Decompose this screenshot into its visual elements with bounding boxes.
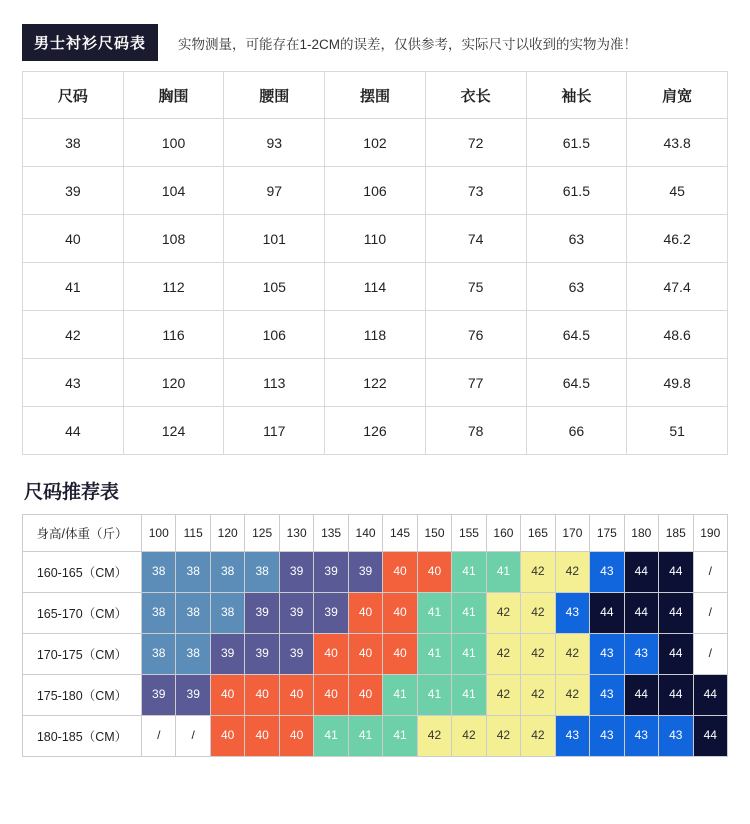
measure-cell: 122 (325, 359, 426, 407)
recommend-cell-value: 43 (669, 728, 683, 742)
recommend-cell (245, 634, 279, 675)
recommend-cell-value: 41 (358, 728, 373, 742)
size-table-body (23, 119, 728, 455)
table-row (23, 215, 728, 263)
recommend-cell-value: 42 (531, 646, 545, 660)
recommend-cell-value: 42 (531, 728, 545, 742)
recommend-cell (452, 634, 486, 675)
recommend-cell-value: 40 (220, 687, 235, 701)
recommend-cell-value: 44 (600, 605, 614, 619)
recommend-cell-value: 38 (186, 646, 200, 660)
recommend-cell-value: 39 (220, 646, 235, 660)
recommend-cell (314, 552, 348, 593)
recommend-cell-value: 43 (600, 646, 614, 660)
size-table-col-header: 肩宽 (627, 72, 728, 119)
recommend-cell-value: 42 (427, 728, 442, 742)
measure-cell: 46.2 (627, 215, 728, 263)
table-row (23, 552, 728, 593)
recommend-cell (417, 552, 451, 593)
recommend-cell-value: / (708, 605, 712, 619)
recommend-cell-value: 40 (324, 687, 338, 701)
height-row-header: 165-170（CM） (23, 593, 142, 634)
size-code-cell: 41 (23, 263, 124, 311)
measure-cell: 66 (526, 407, 627, 455)
measure-cell: 105 (224, 263, 325, 311)
recommend-cell (142, 716, 176, 757)
measure-cell: 100 (123, 119, 224, 167)
measure-cell: 63 (526, 263, 627, 311)
recommend-cell-value: 41 (324, 728, 338, 742)
recommend-cell-value: 40 (393, 564, 407, 578)
recommend-cell-value: 40 (358, 605, 373, 619)
recommend-cell (176, 552, 210, 593)
recommend-cell-value: 41 (462, 564, 476, 578)
measure-cell: 126 (325, 407, 426, 455)
recommend-cell-value: 41 (427, 646, 442, 660)
recommend-cell (624, 593, 658, 634)
weight-col-header: 120 (210, 515, 244, 552)
weight-col-header: 135 (314, 515, 348, 552)
recommend-cell (624, 634, 658, 675)
measure-cell: 113 (224, 359, 325, 407)
recommend-title: 尺码推荐表 (24, 482, 120, 503)
table-row (23, 716, 728, 757)
recommend-cell-value: 43 (565, 728, 580, 742)
recommend-cell-value: 43 (634, 646, 648, 660)
table-row (23, 407, 728, 455)
recommend-cell (452, 675, 486, 716)
weight-col-header: 160 (486, 515, 520, 552)
recommend-header-row (23, 515, 728, 552)
weight-col-header: 170 (555, 515, 589, 552)
recommend-cell-value: 43 (600, 687, 614, 701)
measure-cell: 63 (526, 215, 627, 263)
recommend-cell (659, 634, 693, 675)
recommend-cell (245, 675, 279, 716)
recommend-cell-value: 38 (186, 564, 200, 578)
recommend-cell-value: 39 (324, 564, 338, 578)
recommend-cell (693, 634, 728, 675)
recommend-cell (659, 675, 693, 716)
recommend-cell (486, 634, 520, 675)
weight-col-header: 190 (693, 515, 728, 552)
size-table-col-header: 尺码 (23, 72, 124, 119)
recommend-cell (279, 716, 313, 757)
recommend-cell (452, 552, 486, 593)
table-row (23, 167, 728, 215)
size-code-cell: 43 (23, 359, 124, 407)
recommend-cell-value: 42 (496, 728, 511, 742)
recommend-cell (555, 716, 589, 757)
recommend-cell-value: 41 (462, 687, 476, 701)
weight-col-header: 125 (245, 515, 279, 552)
measure-cell: 108 (123, 215, 224, 263)
recommend-cell-value: 40 (220, 728, 235, 742)
measure-cell: 61.5 (526, 119, 627, 167)
recommend-cell-value: 41 (462, 605, 476, 619)
measure-cell: 93 (224, 119, 325, 167)
recommend-corner-label: 身高/体重（斤） (23, 515, 142, 552)
recommend-cell (176, 675, 210, 716)
recommend-table-body (23, 552, 728, 757)
recommend-cell-value: 42 (565, 687, 580, 701)
size-table-col-header: 腰围 (224, 72, 325, 119)
recommend-cell (279, 552, 313, 593)
measure-cell: 45 (627, 167, 728, 215)
recommend-cell-value: 42 (462, 728, 476, 742)
recommend-cell-value: 38 (152, 605, 166, 619)
weight-col-header: 100 (142, 515, 176, 552)
measure-cell: 74 (425, 215, 526, 263)
recommend-cell (521, 634, 555, 675)
recommend-cell-value: 42 (565, 564, 580, 578)
recommend-cell (590, 675, 624, 716)
recommend-cell-value: 43 (600, 564, 614, 578)
recommend-cell-value: / (191, 728, 195, 742)
recommend-cell (245, 716, 279, 757)
recommend-cell (348, 716, 382, 757)
measure-cell: 43.8 (627, 119, 728, 167)
recommend-cell-value: 40 (393, 646, 407, 660)
weight-col-header: 155 (452, 515, 486, 552)
recommend-cell-value: 39 (289, 564, 304, 578)
recommend-section (0, 514, 750, 757)
height-row-header: 160-165（CM） (23, 552, 142, 593)
size-table (22, 71, 728, 455)
recommend-cell (659, 552, 693, 593)
measure-cell: 76 (425, 311, 526, 359)
recommend-cell (383, 593, 417, 634)
recommend-cell (417, 675, 451, 716)
recommend-cell (279, 593, 313, 634)
measure-cell: 104 (123, 167, 224, 215)
recommend-cell (521, 675, 555, 716)
size-table-col-header: 袖长 (526, 72, 627, 119)
weight-col-header: 140 (348, 515, 382, 552)
recommend-cell (659, 716, 693, 757)
measure-cell: 47.4 (627, 263, 728, 311)
recommend-cell (279, 675, 313, 716)
table-row (23, 263, 728, 311)
measure-cell: 117 (224, 407, 325, 455)
recommend-cell-value: / (157, 728, 161, 742)
recommend-cell (383, 634, 417, 675)
size-code-cell: 38 (23, 119, 124, 167)
recommend-cell-value: 44 (669, 564, 683, 578)
recommend-cell (693, 675, 728, 716)
recommend-cell (348, 634, 382, 675)
recommend-cell-value: 40 (324, 646, 338, 660)
recommend-cell (693, 552, 728, 593)
recommend-cell-value: 38 (220, 605, 235, 619)
recommend-cell-value: 41 (427, 687, 442, 701)
recommend-cell-value: 41 (462, 646, 476, 660)
recommend-table (22, 514, 728, 757)
recommend-cell (314, 634, 348, 675)
weight-col-header: 145 (383, 515, 417, 552)
size-table-head (23, 72, 728, 119)
recommend-cell (210, 593, 244, 634)
size-code-cell: 44 (23, 407, 124, 455)
table-row (23, 675, 728, 716)
size-table-header-row (23, 72, 728, 119)
weight-col-header: 150 (417, 515, 451, 552)
recommend-cell (417, 634, 451, 675)
measure-cell: 110 (325, 215, 426, 263)
recommend-cell (486, 716, 520, 757)
size-code-cell: 40 (23, 215, 124, 263)
recommend-cell (555, 552, 589, 593)
recommend-cell (176, 634, 210, 675)
recommend-cell (590, 552, 624, 593)
weight-col-header: 165 (521, 515, 555, 552)
recommend-cell (521, 593, 555, 634)
recommend-cell (590, 716, 624, 757)
recommend-cell (142, 593, 176, 634)
table-row (23, 634, 728, 675)
recommend-cell (245, 593, 279, 634)
measure-cell: 118 (325, 311, 426, 359)
recommend-cell-value: 40 (255, 728, 269, 742)
recommend-cell (314, 675, 348, 716)
measure-cell: 106 (224, 311, 325, 359)
header-note: 实物测量，可能存在1-2CM的误差，仅供参考，实际尺寸以收到的实物为准！ (178, 36, 638, 52)
recommend-cell (624, 716, 658, 757)
measure-cell: 49.8 (627, 359, 728, 407)
recommend-cell-value: 41 (393, 687, 407, 701)
size-code-cell: 39 (23, 167, 124, 215)
recommend-cell (624, 552, 658, 593)
measure-cell: 106 (325, 167, 426, 215)
recommend-cell (521, 716, 555, 757)
recommend-cell (693, 716, 728, 757)
recommend-cell-value: 44 (634, 605, 648, 619)
recommend-cell-value: 42 (531, 564, 545, 578)
measure-cell: 72 (425, 119, 526, 167)
recommend-cell-value: 39 (289, 605, 304, 619)
recommend-cell (348, 675, 382, 716)
recommend-cell (555, 593, 589, 634)
recommend-cell-value: 39 (186, 687, 200, 701)
recommend-cell-value: 39 (289, 646, 304, 660)
recommend-cell-value: 40 (427, 564, 442, 578)
recommend-cell (486, 552, 520, 593)
recommend-cell-value: 40 (255, 687, 269, 701)
recommend-cell (555, 675, 589, 716)
recommend-cell (486, 593, 520, 634)
recommend-cell-value: 40 (393, 605, 407, 619)
recommend-cell (245, 552, 279, 593)
weight-col-header: 175 (590, 515, 624, 552)
recommend-cell (452, 716, 486, 757)
size-table-col-header: 衣长 (425, 72, 526, 119)
recommend-cell (176, 593, 210, 634)
size-table-section (0, 71, 750, 455)
measure-cell: 75 (425, 263, 526, 311)
recommend-cell (210, 675, 244, 716)
recommend-cell-value: 44 (669, 646, 683, 660)
recommend-cell (176, 716, 210, 757)
measure-cell: 64.5 (526, 311, 627, 359)
recommend-cell-value: / (708, 646, 712, 660)
recommend-cell (383, 716, 417, 757)
recommend-cell (210, 634, 244, 675)
recommend-cell (383, 552, 417, 593)
header-badge: 男士衬衫尺码表 (22, 24, 158, 61)
recommend-cell-value: 38 (255, 564, 269, 578)
measure-cell: 73 (425, 167, 526, 215)
height-row-header: 170-175（CM） (23, 634, 142, 675)
measure-cell: 114 (325, 263, 426, 311)
header (0, 0, 750, 71)
recommend-cell (210, 552, 244, 593)
recommend-cell-value: 39 (324, 605, 338, 619)
recommend-cell (590, 593, 624, 634)
measure-cell: 48.6 (627, 311, 728, 359)
table-row (23, 311, 728, 359)
table-row (23, 359, 728, 407)
recommend-cell-value: 38 (220, 564, 235, 578)
recommend-cell (555, 634, 589, 675)
recommend-cell (142, 552, 176, 593)
recommend-cell-value: 42 (496, 646, 511, 660)
measure-cell: 120 (123, 359, 224, 407)
measure-cell: 51 (627, 407, 728, 455)
measure-cell: 102 (325, 119, 426, 167)
measure-cell: 64.5 (526, 359, 627, 407)
recommend-cell-value: 43 (600, 728, 614, 742)
size-table-col-header: 胸围 (123, 72, 224, 119)
measure-cell: 77 (425, 359, 526, 407)
recommend-cell-value: 39 (255, 605, 269, 619)
recommend-cell-value: 44 (634, 564, 648, 578)
recommend-cell (417, 593, 451, 634)
recommend-cell (314, 716, 348, 757)
recommend-cell-value: 39 (255, 646, 269, 660)
height-row-header: 175-180（CM） (23, 675, 142, 716)
recommend-cell (590, 634, 624, 675)
recommend-cell (417, 716, 451, 757)
recommend-cell-value: 40 (358, 687, 373, 701)
recommend-cell-value: 42 (565, 646, 580, 660)
recommend-cell-value: 43 (634, 728, 648, 742)
recommend-cell-value: 39 (152, 687, 166, 701)
recommend-cell (142, 675, 176, 716)
recommend-cell-value: 38 (152, 646, 166, 660)
weight-col-header: 115 (176, 515, 210, 552)
recommend-cell-value: 41 (393, 728, 407, 742)
recommend-cell (624, 675, 658, 716)
table-row (23, 119, 728, 167)
recommend-cell (486, 675, 520, 716)
weight-col-header: 130 (279, 515, 313, 552)
recommend-cell (314, 593, 348, 634)
recommend-cell (452, 593, 486, 634)
recommend-cell (693, 593, 728, 634)
recommend-cell-value: 39 (358, 564, 373, 578)
table-row (23, 593, 728, 634)
measure-cell: 61.5 (526, 167, 627, 215)
recommend-cell-value: 40 (289, 687, 304, 701)
recommend-cell-value: 41 (427, 605, 442, 619)
recommend-cell-value: 42 (531, 605, 545, 619)
recommend-cell-value: / (708, 564, 712, 578)
measure-cell: 116 (123, 311, 224, 359)
recommend-cell (383, 675, 417, 716)
recommend-cell (279, 634, 313, 675)
recommend-cell-value: 44 (703, 687, 717, 701)
height-row-header: 180-185（CM） (23, 716, 142, 757)
recommend-table-head (23, 515, 728, 552)
recommend-cell-value: 41 (496, 564, 511, 578)
recommend-cell (659, 593, 693, 634)
recommend-cell-value: 40 (289, 728, 304, 742)
recommend-cell-value: 38 (152, 564, 166, 578)
measure-cell: 101 (224, 215, 325, 263)
recommend-cell-value: 44 (703, 728, 717, 742)
recommend-cell-value: 44 (669, 687, 683, 701)
recommend-cell (348, 552, 382, 593)
recommend-cell (142, 634, 176, 675)
recommend-cell-value: 42 (496, 687, 511, 701)
recommend-cell (210, 716, 244, 757)
recommend-cell-value: 40 (358, 646, 373, 660)
size-code-cell: 42 (23, 311, 124, 359)
measure-cell: 97 (224, 167, 325, 215)
recommend-cell-value: 38 (186, 605, 200, 619)
weight-col-header: 185 (659, 515, 693, 552)
size-table-col-header: 摆围 (325, 72, 426, 119)
recommend-cell-value: 44 (634, 687, 648, 701)
recommend-cell-value: 42 (496, 605, 511, 619)
recommend-cell-value: 42 (531, 687, 545, 701)
measure-cell: 112 (123, 263, 224, 311)
recommend-cell-value: 44 (669, 605, 683, 619)
recommend-cell (521, 552, 555, 593)
recommend-cell-value: 43 (565, 605, 580, 619)
weight-col-header: 180 (624, 515, 658, 552)
measure-cell: 124 (123, 407, 224, 455)
measure-cell: 78 (425, 407, 526, 455)
recommend-cell (348, 593, 382, 634)
